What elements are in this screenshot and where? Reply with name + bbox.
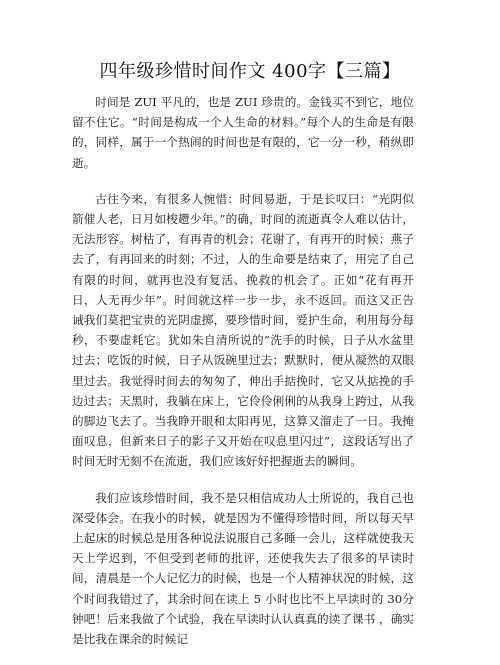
- document-body: [72, 92, 414, 665]
- paragraph-3: 我们应该珍惜时间，我不是只相信成功人士所说的，我自己也深受体会。在我小的时候，就是因为不懂得珍惜时间，所以每天早上起床的时候总是用各种说法说服自己多睡一会儿，这样就使我天天上学迟到，不但受到老师的批评，还使我失去了很多的早读时间，清晨是一个人记忆力的时候，也是一个人精神状况的时候，这个时间我错过了，其余时间在读上 5 小时也比不上早读时的 30分钟吧！后来我做了个试验，我在早读时认认真真的读了课书 ，确实是比我在课余的时候记: [72, 490, 414, 647]
- paragraph-2: 古往今来，有很多人惋惜：时间易逝，于是长叹曰：“光阴似箭催人老，日月如梭趱少年。”的确，时间的流逝真令人难以估计，无法形容。树枯了，有再青的机会；花谢了，有再开的时候；燕子去了，有再回来的时刻；不过，人的生命要是结束了，用完了自己有限的时间，就再也没有复活、挽救的机会了。正如“花有再开日，人无再少年”。时间就这样一步一步，永不返回。而这又正告诫我们莫把宝贵的光阴虚掷，要珍惜时间，爱护生命，利用每分每秒，不要虚耗它。犹如朱自清所说的“洗手的时候，日子从水盆里过去；吃饭的时候，日子从饭碗里过去；默默时，便从凝然的双眼里过去。我觉得时间去的匆匆了，伸出手掂挽时，它又从掂挽的手边过去；天黑时，我躺在床上，它伶伶俐俐的从我身上跨过，从我的脚边飞去了。当我睁开眼和太阳再见，这算又溜走了一日。我掩面叹息，但新来日子的影子又开始在叹息里闪过”，这段话写出了时间无时无刻不在流逝，我们应该好好把握逝去的瞬间。: [72, 191, 414, 469]
- document-title: 四年级珍惜时间作文 400字【三篇】: [99, 61, 401, 82]
- paragraph-1: 时间是 ZUI 平凡的，也是 ZUI 珍贵的。金钱买不到它，地位留不住它。“时间是构成一个人生命的材料。”每个人的生命是有限的，同样，属于一个热闹的时间也是有限的，它一分一秒，稍纵即逝。: [72, 95, 414, 170]
